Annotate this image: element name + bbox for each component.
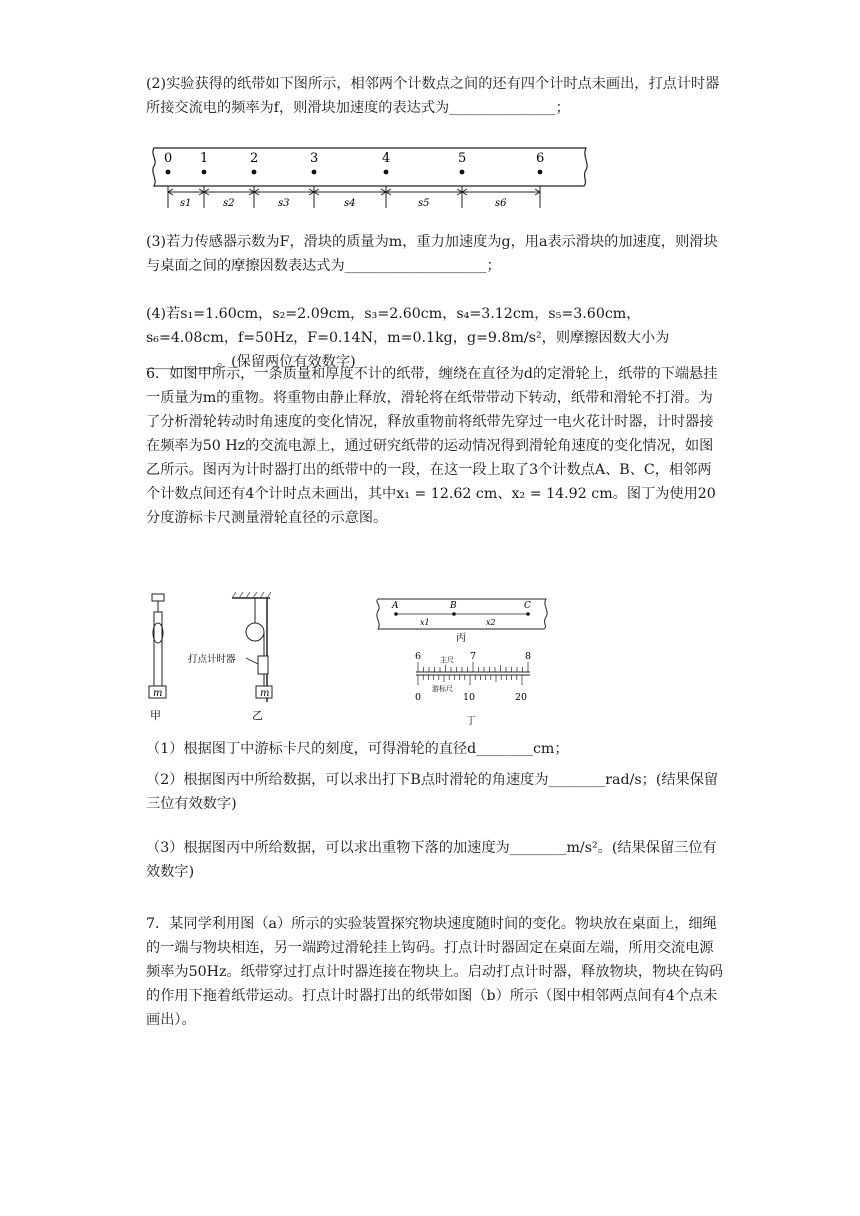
q5-part3-text: [146, 230, 724, 278]
q5-part4-paragraph: (4)若s₁=1.60cm，s₂=2.09cm，s₃=2.60cm，s₄=3.12cm，s₅=3.60cm，s₆=4.08cm，f=50Hz，F=0.14N，m=0.1kg，g=9.8m/s²，则摩擦因数大小为__________。(保留两位有效数字): [146, 306, 670, 370]
q6-intro-paragraph: 6．如图甲所示，一条质量和厚度不计的纸带，缠绕在直径为d的定滑轮上，纸带的下端悬挂一质量为m的重物。将重物由静止释放，滑轮将在纸带带动下转动，纸带和滑轮不打滑。为了分析滑轮转动时角速度的变化情况，释放重物前将纸带先穿过一电火花计时器，计时器接在频率为50 Hz的交流电源上，通过研究纸带的运动情况得到滑轮角速度的变化情况，如图乙所示。图丙为计时器打出的纸带中的一段，在这一段上取了3个计数点A、B、C，相邻两个计数点间还有4个计时点未画出，其中x₁ = 12.62 cm、x₂ = 14.92 cm。图丁为使用20分度游标卡尺测量滑轮直径的示意图。: [146, 366, 718, 526]
q6-tape-point-label: B: [450, 601, 457, 611]
q5-tape-dot: [252, 170, 257, 175]
jia-mass-label: m: [153, 688, 163, 699]
q5-tape-point-label: 3: [310, 151, 319, 166]
caliper-main-tick-label: 8: [525, 651, 532, 662]
caliper-main-tick-label: 7: [470, 651, 477, 662]
q7-intro-paragraph: 7．某同学利用图（a）所示的实验装置探究物块速度随时间的变化。物块放在桌面上，细绳的一端与物块相连，另一端跨过滑轮挂上钩码。打点计时器固定在桌面左端，所用交流电源频率为50Hz。纸带穿过打点计时器连接在物块上。启动打点计时器，释放物块，物块在钩码的作用下拖着纸带运动。打点计时器打出的纸带如图（b）所示（图中相邻两点间有4个点未画出）。: [146, 916, 724, 1028]
q5-tape-figure: [146, 142, 596, 212]
q5-tape-dot: [460, 170, 465, 175]
fig-yi-label: 乙: [252, 709, 263, 722]
q5-part3-paragraph: (3)若力传感器示数为F，滑块的质量为m，重力加速度为g，用a表示滑块的加速度，则滑块与桌面之间的摩擦因数表达式为____________________；: [146, 234, 718, 274]
q6-sub1: （1）根据图丁中游标卡尺的刻度，可得滑轮的直径d________cm；: [146, 741, 569, 757]
q6-tape-segment-label: x1: [420, 618, 430, 627]
q7-intro-text: [146, 912, 724, 1032]
caliper-vernier-label: 游标尺: [432, 685, 453, 693]
caliper-vernier-tick-label: 20: [515, 692, 528, 703]
q5-tape-outline: [153, 148, 587, 186]
q6-caliper-figure: [408, 650, 548, 726]
q5-tape-point-label: 4: [382, 151, 391, 166]
q6-sub3-paragraph: （3）根据图丙中所给数据，可以求出重物下落的加速度为________m/s²。(结果保留三位有效数字): [146, 840, 717, 880]
q5-tape-dot: [538, 170, 543, 175]
q5-part2-paragraph: (2)实验获得的纸带如下图所示，相邻两个计数点之间的还有四个计时点未画出，打点计时器所接交流电的频率为f，则滑块加速度的表达式为_______________；: [146, 76, 720, 116]
q5-tape-segment-label: s2: [223, 198, 235, 209]
q6-tape-segment-label: x2: [486, 618, 496, 627]
q6-sub2-paragraph: （2）根据图丙中所给数据，可以求出打下B点时滑轮的角速度为________rad/s；(结果保留三位有效数字): [146, 772, 719, 812]
q5-tape-segment-label: s6: [495, 198, 507, 209]
q5-tape-point-label: 1: [200, 151, 209, 166]
q6-tape-point-label: C: [524, 601, 531, 611]
fig-bing-label: 丙: [456, 633, 466, 644]
caliper-main-tick-label: 6: [415, 651, 422, 662]
fig-ding-label: 丁: [466, 716, 476, 726]
q6-tape-point-label: A: [392, 601, 399, 611]
q5-tape-point-label: 5: [458, 151, 467, 166]
q5-tape-point-label: 2: [250, 151, 259, 166]
q5-tape-dot: [384, 170, 389, 175]
q6-sub3: [146, 836, 724, 884]
q5-tape-dot: [166, 170, 171, 175]
q6-sub2: [146, 768, 724, 816]
q5-tape-segment-label: s1: [180, 198, 192, 209]
caliper-vernier-tick-label: 0: [415, 692, 422, 703]
yi-mass-label: m: [260, 688, 270, 699]
q6-tape-figure: [374, 596, 554, 644]
q6-figures-jia-yi: [140, 592, 290, 724]
caliper-main-label: 主尺: [440, 656, 454, 664]
q5-tape-segment-label: s3: [278, 198, 290, 209]
q6-intro-text: [146, 362, 724, 530]
q5-tape-dot: [312, 170, 317, 175]
q5-tape-segment-label: s4: [344, 198, 356, 209]
q5-tape-point-label: 6: [536, 151, 545, 166]
caliper-vernier-tick-label: 10: [463, 692, 476, 703]
q5-part2-text: [146, 72, 724, 120]
q5-tape-dot: [202, 170, 207, 175]
q5-tape-segment-label: s5: [418, 198, 430, 209]
q5-tape-point-label: 0: [164, 151, 173, 166]
fig-jia-label: 甲: [150, 709, 161, 722]
fig-timer-label: 打点计时器: [188, 654, 236, 665]
